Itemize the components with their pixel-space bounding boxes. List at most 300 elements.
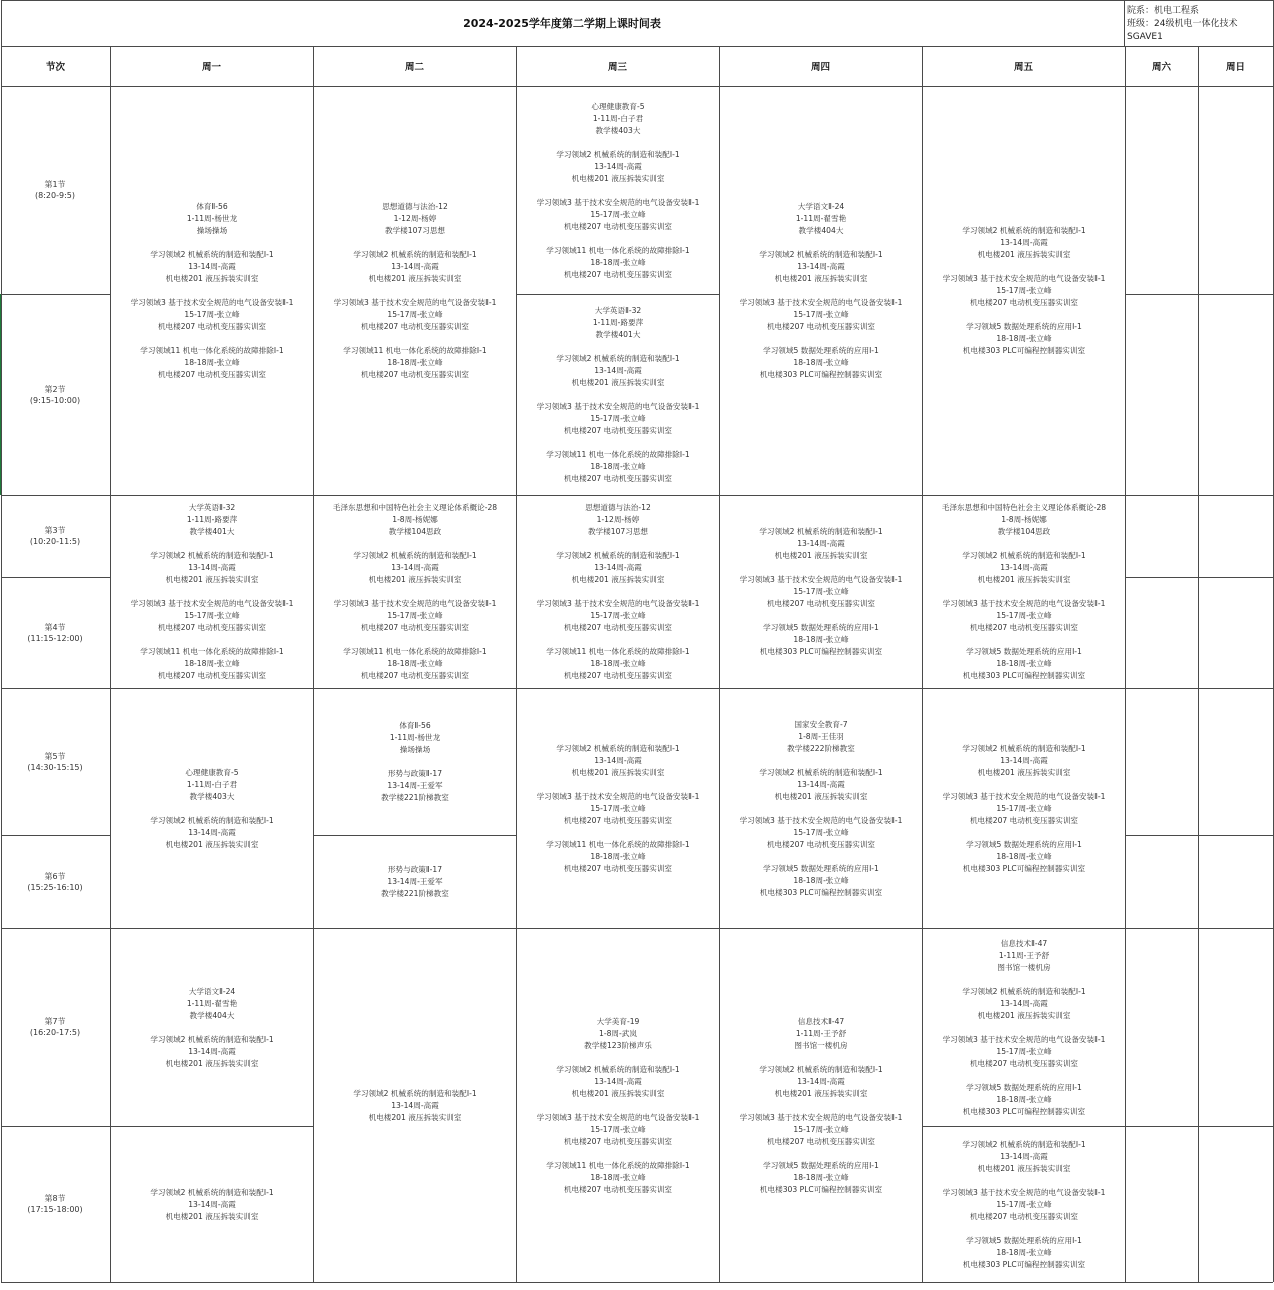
grid-line bbox=[110, 688, 313, 689]
course-name: 学习领域3 基于技术安全规范的电气设备安装Ⅱ-1 bbox=[536, 402, 700, 411]
grid-line bbox=[1, 835, 110, 836]
course-weeks: 13-14周-高霞 bbox=[797, 1076, 845, 1086]
course-room: 机电楼207 电动机变压器实训室 bbox=[766, 322, 876, 331]
schedule-cell[interactable] bbox=[314, 689, 516, 835]
course-name: 学习领域5 数据处理系统的应用Ⅰ-1 bbox=[966, 1235, 1082, 1245]
course-name: 学习领域11 机电一体化系统的故障排除Ⅰ-1 bbox=[140, 647, 284, 656]
schedule-cell[interactable] bbox=[517, 87, 719, 294]
course-room: 图书馆一楼机房 bbox=[997, 962, 1051, 972]
course-room: 机电楼201 液压拆装实训室 bbox=[774, 1088, 868, 1098]
period-label bbox=[1, 835, 109, 928]
grid-line bbox=[1198, 1282, 1273, 1283]
grid-line bbox=[313, 928, 516, 929]
course-name: 学习领域2 机械系统的制造和装配Ⅰ-1 bbox=[962, 226, 1086, 235]
course-name: 思想道德与法治-12 bbox=[382, 202, 448, 211]
course-room: 教学楼404大 bbox=[189, 1010, 235, 1020]
course-weeks: 18-18周-张立峰 bbox=[996, 1094, 1052, 1104]
course-entry bbox=[787, 719, 855, 755]
course-entry bbox=[585, 502, 651, 538]
course-name: 学习领域5 数据处理系统的应用Ⅰ-1 bbox=[763, 623, 879, 632]
class-code: SGAVE1 bbox=[1127, 32, 1163, 42]
course-entry bbox=[962, 743, 1085, 779]
course-weeks: 13-14周-高霞 bbox=[391, 563, 439, 572]
course-name: 体育Ⅱ-56 bbox=[196, 202, 228, 211]
grid-line bbox=[1125, 577, 1198, 578]
course-room: 机电楼207 电动机变压器实训室 bbox=[563, 426, 673, 435]
grid-line bbox=[110, 1126, 313, 1127]
course-entry bbox=[740, 574, 903, 610]
schedule-cell[interactable] bbox=[517, 496, 719, 688]
grid-line bbox=[1, 46, 1273, 47]
course-name: 心理健康教育-5 bbox=[185, 767, 239, 777]
course-name: 学习领域2 机械系统的制造和装配Ⅰ-1 bbox=[962, 1139, 1086, 1149]
grid-line bbox=[922, 46, 923, 1282]
course-name: 学习领域3 基于技术安全规范的电气设备安装Ⅱ-1 bbox=[739, 1112, 903, 1122]
course-name: 毛泽东思想和中国特色社会主义理论体系概论-28 bbox=[332, 503, 498, 512]
course-entry bbox=[150, 1187, 273, 1223]
course-weeks: 1-11周-路要萍 bbox=[186, 515, 238, 524]
course-name: 毛泽东思想和中国特色社会主义理论体系概论-28 bbox=[941, 503, 1107, 512]
schedule-cell[interactable] bbox=[314, 929, 516, 1282]
course-name: 学习领域3 基于技术安全规范的电气设备安装Ⅱ-1 bbox=[942, 1187, 1106, 1197]
course-name: 学习领域5 数据处理系统的应用Ⅰ-1 bbox=[763, 1160, 879, 1170]
course-weeks: 18-18周-张立峰 bbox=[793, 875, 849, 885]
course-name: 体育Ⅱ-56 bbox=[399, 721, 431, 730]
period-name: 第1节 bbox=[44, 180, 66, 189]
course-room: 机电楼303 PLC可编程控制器实训室 bbox=[759, 887, 883, 897]
course-entry bbox=[150, 1034, 273, 1070]
course-name: 学习领域3 基于技术安全规范的电气设备安装Ⅱ-1 bbox=[536, 197, 700, 207]
course-name: 学习领域3 基于技术安全规范的电气设备安装Ⅱ-1 bbox=[942, 599, 1106, 608]
course-room: 操场操场 bbox=[196, 226, 228, 235]
course-name: 学习领域3 基于技术安全规范的电气设备安装Ⅱ-1 bbox=[739, 298, 903, 307]
course-name: 大学美育-19 bbox=[596, 1016, 640, 1026]
course-weeks: 13-14周-王爱军 bbox=[387, 781, 443, 790]
schedule-cell[interactable] bbox=[720, 87, 922, 495]
course-weeks: 1-8周-杨妮娜 bbox=[1001, 515, 1047, 524]
grid-line bbox=[922, 1126, 1125, 1127]
course-weeks: 18-18周-张立峰 bbox=[590, 1172, 646, 1182]
schedule-cell[interactable] bbox=[720, 496, 922, 688]
course-weeks: 18-18周-张立峰 bbox=[184, 358, 240, 367]
course-room: 机电楼201 液压拆装实训室 bbox=[165, 1211, 259, 1221]
course-entry bbox=[759, 767, 882, 803]
course-room: 教学楼222阶梯教室 bbox=[787, 743, 855, 753]
period-time: (9:15-10:00) bbox=[29, 395, 81, 405]
course-name: 学习领域3 基于技术安全规范的电气设备安装Ⅱ-1 bbox=[536, 599, 700, 608]
course-entry bbox=[740, 297, 903, 333]
course-room: 教学楼221阶梯教室 bbox=[381, 889, 449, 898]
course-entry bbox=[796, 201, 846, 237]
course-entry bbox=[353, 1088, 476, 1124]
course-name: 学习领域2 机械系统的制造和装配Ⅰ-1 bbox=[556, 149, 680, 159]
course-entry bbox=[333, 502, 497, 538]
course-name: 学习领域2 机械系统的制造和装配Ⅰ-1 bbox=[150, 1187, 274, 1197]
course-weeks: 13-14周-高霞 bbox=[188, 1199, 236, 1209]
course-weeks: 1-8周-杨妮娜 bbox=[392, 515, 438, 524]
course-room: 机电楼303 PLC可编程控制器实训室 bbox=[962, 1106, 1086, 1116]
course-name: 形势与政策Ⅱ-17 bbox=[387, 865, 443, 874]
course-name: 学习领域3 基于技术安全规范的电气设备安装Ⅱ-1 bbox=[942, 1034, 1106, 1044]
period-label bbox=[1, 688, 109, 835]
course-weeks: 18-18周-张立峰 bbox=[793, 635, 849, 644]
grid-line bbox=[1, 495, 110, 496]
course-room: 机电楼201 液压拆装实训室 bbox=[165, 575, 259, 584]
course-name: 国家安全教育-7 bbox=[794, 719, 848, 729]
header-day: 周五 bbox=[1013, 62, 1033, 73]
schedule-cell[interactable] bbox=[314, 496, 516, 688]
course-entry bbox=[556, 353, 679, 389]
course-room: 机电楼201 液压拆装实训室 bbox=[368, 274, 462, 283]
course-weeks: 15-17周-张立峰 bbox=[996, 611, 1052, 620]
course-entry bbox=[334, 297, 497, 333]
class-info: 班级：24级机电一体化技术 bbox=[1127, 19, 1238, 29]
course-entry bbox=[760, 863, 882, 899]
course-weeks: 13-14周-高霞 bbox=[188, 827, 236, 837]
course-name: 大学语文Ⅱ-24 bbox=[797, 202, 845, 211]
grid-line bbox=[1125, 46, 1126, 1282]
period-time: (15:25-16:10) bbox=[27, 882, 83, 892]
grid-line bbox=[1125, 688, 1198, 689]
schedule-cell[interactable] bbox=[111, 929, 313, 1126]
course-room: 机电楼201 液压拆装实训室 bbox=[571, 1088, 665, 1098]
course-room: 机电楼207 电动机变压器实训室 bbox=[563, 863, 673, 873]
course-name: 信息技术Ⅱ-47 bbox=[1000, 938, 1048, 948]
course-entry bbox=[185, 767, 238, 803]
course-name: 学习领域2 机械系统的制造和装配Ⅰ-1 bbox=[556, 354, 680, 363]
grid-line bbox=[110, 495, 313, 496]
course-room: 机电楼201 液压拆装实训室 bbox=[571, 378, 665, 387]
grid-line bbox=[1, 577, 110, 578]
grid-line bbox=[922, 495, 1125, 496]
course-weeks: 13-14周-高霞 bbox=[391, 1100, 439, 1110]
header-day: 周六 bbox=[1151, 62, 1171, 73]
course-room: 操场操场 bbox=[399, 745, 431, 754]
course-entry bbox=[556, 149, 679, 185]
course-weeks: 15-17周-张立峰 bbox=[387, 310, 443, 319]
header-day: 周四 bbox=[810, 62, 830, 73]
course-room: 机电楼207 电动机变压器实训室 bbox=[360, 322, 470, 331]
course-entry bbox=[537, 1112, 700, 1148]
course-room: 机电楼201 液压拆装实训室 bbox=[571, 767, 665, 777]
department-info: 院系：机电工程系 bbox=[1127, 6, 1200, 16]
period-name: 第8节 bbox=[44, 1194, 66, 1203]
course-name: 学习领域5 数据处理系统的应用Ⅰ-1 bbox=[763, 346, 879, 355]
course-weeks: 15-17周-张立峰 bbox=[793, 827, 849, 837]
period-name: 第5节 bbox=[44, 751, 66, 761]
grid-line bbox=[1, 928, 110, 929]
course-room: 机电楼201 液压拆装实训室 bbox=[774, 551, 868, 560]
schedule-cell[interactable] bbox=[111, 496, 313, 688]
course-room: 机电楼207 电动机变压器实训室 bbox=[563, 474, 673, 483]
course-weeks: 1-11周-王予舒 bbox=[795, 1028, 847, 1038]
course-weeks: 13-14周-高霞 bbox=[594, 1076, 642, 1086]
course-room: 教学楼403大 bbox=[595, 125, 641, 135]
period-time: (16:20-17:5) bbox=[29, 1028, 81, 1037]
course-name: 学习领域3 基于技术安全规范的电气设备安装Ⅱ-1 bbox=[130, 298, 294, 307]
course-entry bbox=[942, 502, 1106, 538]
course-name: 思想道德与法治-12 bbox=[585, 503, 651, 512]
course-entry bbox=[962, 986, 1085, 1022]
course-room: 教学楼107习思想 bbox=[587, 527, 649, 536]
course-weeks: 18-18周-张立峰 bbox=[996, 1247, 1052, 1257]
course-entry bbox=[962, 550, 1085, 586]
course-name: 学习领域2 机械系统的制造和装配Ⅰ-1 bbox=[759, 527, 883, 536]
course-room: 机电楼207 电动机变压器实训室 bbox=[563, 1184, 673, 1194]
course-room: 教学楼401大 bbox=[595, 330, 641, 339]
course-entry bbox=[759, 249, 882, 285]
course-room: 机电楼303 PLC可编程控制器实训室 bbox=[962, 671, 1086, 680]
course-room: 机电楼303 PLC可编程控制器实训室 bbox=[759, 1184, 883, 1194]
course-entry bbox=[343, 646, 486, 682]
course-entry bbox=[556, 550, 679, 586]
course-weeks: 15-17周-张立峰 bbox=[793, 587, 849, 596]
course-entry bbox=[382, 201, 448, 237]
course-entry bbox=[381, 768, 449, 804]
course-weeks: 13-14周-高霞 bbox=[797, 539, 845, 548]
grid-line bbox=[1, 86, 1273, 87]
course-room: 机电楼201 液压拆装实训室 bbox=[774, 791, 868, 801]
course-weeks: 1-12周-杨婷 bbox=[393, 214, 437, 223]
course-weeks: 15-17周-张立峰 bbox=[793, 1124, 849, 1134]
course-entry bbox=[943, 598, 1106, 634]
timetable-title: 2024-2025学年度第二学期上课时间表 bbox=[463, 17, 661, 30]
course-weeks: 18-18周-张立峰 bbox=[996, 851, 1052, 861]
course-entry bbox=[962, 225, 1085, 261]
course-entry bbox=[963, 321, 1085, 357]
course-weeks: 13-14周-高霞 bbox=[594, 161, 642, 171]
course-room: 机电楼201 液压拆装实训室 bbox=[977, 250, 1071, 259]
course-entry bbox=[963, 1235, 1085, 1271]
period-label bbox=[1, 1126, 109, 1282]
schedule-cell[interactable] bbox=[923, 929, 1125, 1126]
course-room: 机电楼201 液压拆装实训室 bbox=[368, 1112, 462, 1122]
schedule-cell[interactable] bbox=[923, 689, 1125, 928]
course-entry bbox=[591, 101, 644, 137]
course-room: 机电楼201 液压拆装实训室 bbox=[368, 575, 462, 584]
course-room: 机电楼207 电动机变压器实训室 bbox=[969, 815, 1079, 825]
course-room: 机电楼207 电动机变压器实训室 bbox=[563, 1136, 673, 1146]
course-name: 学习领域2 机械系统的制造和装配Ⅰ-1 bbox=[353, 1088, 477, 1098]
schedule-cell[interactable] bbox=[111, 87, 313, 495]
course-name: 心理健康教育-5 bbox=[591, 101, 645, 111]
course-room: 图书馆一楼机房 bbox=[794, 1040, 848, 1050]
course-entry bbox=[997, 938, 1050, 974]
grid-line bbox=[1198, 928, 1273, 929]
grid-line bbox=[516, 688, 719, 689]
course-room: 机电楼207 电动机变压器实训室 bbox=[969, 298, 1079, 307]
course-weeks: 18-18周-张立峰 bbox=[590, 462, 646, 471]
grid-line bbox=[1125, 928, 1198, 929]
course-name: 信息技术Ⅱ-47 bbox=[797, 1016, 845, 1026]
course-entry bbox=[131, 297, 294, 333]
period-name: 第3节 bbox=[44, 526, 66, 535]
grid-line bbox=[516, 294, 719, 295]
course-weeks: 18-18周-张立峰 bbox=[590, 851, 646, 861]
course-entry bbox=[353, 550, 476, 586]
course-entry bbox=[546, 449, 689, 485]
course-weeks: 1-12周-杨婷 bbox=[596, 515, 640, 524]
course-name: 学习领域3 基于技术安全规范的电气设备安装Ⅱ-1 bbox=[739, 575, 903, 584]
course-name: 学习领域2 机械系统的制造和装配Ⅰ-1 bbox=[962, 743, 1086, 753]
grid-line bbox=[110, 1282, 313, 1283]
course-weeks: 15-17周-张立峰 bbox=[590, 209, 646, 219]
course-name: 学习领域5 数据处理系统的应用Ⅰ-1 bbox=[966, 839, 1082, 849]
course-weeks: 15-17周-张立峰 bbox=[387, 611, 443, 620]
grid-line bbox=[719, 928, 922, 929]
schedule-cell[interactable] bbox=[111, 1127, 313, 1282]
course-name: 学习领域2 机械系统的制造和装配Ⅰ-1 bbox=[150, 551, 274, 560]
course-room: 教学楼404大 bbox=[798, 226, 844, 235]
course-entry bbox=[943, 791, 1106, 827]
course-weeks: 1-11周-路要萍 bbox=[592, 318, 644, 327]
course-weeks: 13-14周-高霞 bbox=[188, 262, 236, 271]
course-name: 学习领域3 基于技术安全规范的电气设备安装Ⅱ-1 bbox=[942, 791, 1106, 801]
grid-line bbox=[516, 495, 719, 496]
course-name: 学习领域11 机电一体化系统的故障排除Ⅰ-1 bbox=[546, 245, 690, 255]
period-time: (10:20-11:5) bbox=[29, 537, 81, 546]
course-entry bbox=[546, 646, 689, 682]
course-weeks: 1-11周-王予舒 bbox=[998, 950, 1050, 960]
course-weeks: 15-17周-张立峰 bbox=[184, 611, 240, 620]
grid-line bbox=[1198, 495, 1273, 496]
schedule-cell[interactable] bbox=[720, 689, 922, 928]
grid-line bbox=[1124, 0, 1125, 46]
grid-line bbox=[110, 928, 313, 929]
grid-line bbox=[1, 294, 110, 295]
schedule-cell[interactable] bbox=[923, 496, 1125, 688]
grid-line bbox=[1198, 294, 1273, 295]
course-name: 学习领域5 数据处理系统的应用Ⅰ-1 bbox=[966, 322, 1082, 331]
grid-line bbox=[1198, 1126, 1273, 1127]
header-day: 周一 bbox=[201, 62, 221, 73]
course-room: 机电楼207 电动机变压器实训室 bbox=[766, 1136, 876, 1146]
course-entry bbox=[131, 598, 294, 634]
course-room: 机电楼201 液压拆装实训室 bbox=[165, 839, 259, 849]
grid-line bbox=[313, 495, 516, 496]
grid-line bbox=[719, 1282, 922, 1283]
grid-line bbox=[1125, 294, 1198, 295]
course-room: 机电楼207 电动机变压器实训室 bbox=[360, 671, 470, 680]
course-entry bbox=[556, 1064, 679, 1100]
course-room: 机电楼201 液压拆装实训室 bbox=[774, 274, 868, 283]
course-entry bbox=[150, 550, 273, 586]
schedule-cell[interactable] bbox=[517, 295, 719, 495]
course-weeks: 15-17周-张立峰 bbox=[590, 414, 646, 423]
course-entry bbox=[740, 815, 903, 851]
course-weeks: 13-14周-高霞 bbox=[1000, 755, 1048, 765]
course-entry bbox=[794, 1016, 847, 1052]
course-weeks: 1-8周-武岚 bbox=[599, 1028, 637, 1038]
course-weeks: 15-17周-张立峰 bbox=[590, 803, 646, 813]
period-name: 第6节 bbox=[44, 871, 66, 881]
course-name: 学习领域2 机械系统的制造和装配Ⅰ-1 bbox=[353, 551, 477, 560]
course-entry bbox=[334, 598, 497, 634]
course-room: 教学楼107习思想 bbox=[384, 226, 446, 235]
course-name: 学习领域3 基于技术安全规范的电气设备安装Ⅱ-1 bbox=[333, 298, 497, 307]
course-entry bbox=[593, 305, 643, 341]
course-entry bbox=[187, 986, 237, 1022]
course-entry bbox=[943, 1187, 1106, 1223]
period-time: (14:30-15:15) bbox=[27, 762, 83, 772]
header-day: 周二 bbox=[404, 62, 424, 73]
course-room: 机电楼303 PLC可编程控制器实训室 bbox=[759, 647, 883, 656]
course-entry bbox=[963, 839, 1085, 875]
course-room: 机电楼207 电动机变压器实训室 bbox=[157, 623, 267, 632]
course-name: 大学英语Ⅱ-32 bbox=[188, 503, 236, 512]
period-label bbox=[1, 928, 109, 1126]
schedule-cell[interactable] bbox=[314, 836, 516, 928]
course-entry bbox=[187, 502, 237, 538]
course-entry bbox=[150, 249, 273, 285]
schedule-cell[interactable] bbox=[923, 87, 1125, 495]
course-room: 教学楼221阶梯教室 bbox=[381, 793, 449, 802]
course-entry bbox=[584, 1016, 652, 1052]
course-room: 机电楼207 电动机变压器实训室 bbox=[969, 1211, 1079, 1221]
course-entry bbox=[943, 273, 1106, 309]
course-weeks: 1-11周-杨世龙 bbox=[186, 214, 238, 223]
course-weeks: 1-11周-白子君 bbox=[186, 779, 238, 789]
schedule-cell[interactable] bbox=[517, 689, 719, 928]
course-entry bbox=[546, 839, 689, 875]
grid-line bbox=[1125, 1126, 1198, 1127]
course-entry bbox=[140, 345, 283, 381]
course-room: 教学楼104思政 bbox=[997, 527, 1051, 536]
schedule-cell[interactable] bbox=[923, 1127, 1125, 1282]
schedule-cell[interactable] bbox=[111, 689, 313, 928]
course-room: 机电楼207 电动机变压器实训室 bbox=[969, 623, 1079, 632]
course-entry bbox=[140, 646, 283, 682]
grid-line bbox=[719, 495, 922, 496]
course-weeks: 1-11周-翟雪艳 bbox=[186, 998, 238, 1008]
grid-line bbox=[313, 835, 516, 836]
course-entry bbox=[962, 1139, 1085, 1175]
course-name: 学习领域2 机械系统的制造和装配Ⅰ-1 bbox=[150, 250, 274, 259]
course-room: 机电楼207 电动机变压器实训室 bbox=[969, 1058, 1079, 1068]
course-name: 学习领域2 机械系统的制造和装配Ⅰ-1 bbox=[759, 250, 883, 259]
course-name: 学习领域2 机械系统的制造和装配Ⅰ-1 bbox=[150, 1034, 274, 1044]
grid-line bbox=[313, 1282, 516, 1283]
schedule-cell[interactable] bbox=[314, 87, 516, 495]
header-day: 周三 bbox=[607, 62, 627, 73]
course-room: 教学楼403大 bbox=[189, 791, 235, 801]
course-room: 教学楼401大 bbox=[189, 527, 235, 536]
course-entry bbox=[187, 201, 237, 237]
course-name: 学习领域2 机械系统的制造和装配Ⅰ-1 bbox=[962, 986, 1086, 996]
period-label bbox=[1, 577, 109, 688]
schedule-cell[interactable] bbox=[720, 929, 922, 1282]
course-entry bbox=[390, 720, 440, 756]
course-room: 机电楼303 PLC可编程控制器实训室 bbox=[962, 346, 1086, 355]
period-time: (17:15-18:00) bbox=[27, 1205, 83, 1214]
period-name: 第7节 bbox=[44, 1017, 66, 1026]
course-weeks: 15-17周-张立峰 bbox=[996, 1046, 1052, 1056]
course-weeks: 18-18周-张立峰 bbox=[387, 659, 443, 668]
course-weeks: 15-17周-张立峰 bbox=[184, 310, 240, 319]
course-weeks: 13-14周-高霞 bbox=[188, 563, 236, 572]
course-room: 机电楼207 电动机变压器实训室 bbox=[766, 839, 876, 849]
grid-line bbox=[1, 0, 1273, 1]
course-name: 学习领域5 数据处理系统的应用Ⅰ-1 bbox=[966, 1082, 1082, 1092]
course-name: 大学英语Ⅱ-32 bbox=[594, 306, 642, 315]
course-name: 学习领域11 机电一体化系统的故障排除Ⅰ-1 bbox=[343, 346, 487, 355]
course-entry bbox=[760, 622, 882, 658]
course-entry bbox=[760, 345, 882, 381]
course-entry bbox=[537, 598, 700, 634]
course-entry bbox=[343, 345, 486, 381]
schedule-cell[interactable] bbox=[517, 929, 719, 1282]
course-weeks: 15-17周-张立峰 bbox=[590, 1124, 646, 1134]
